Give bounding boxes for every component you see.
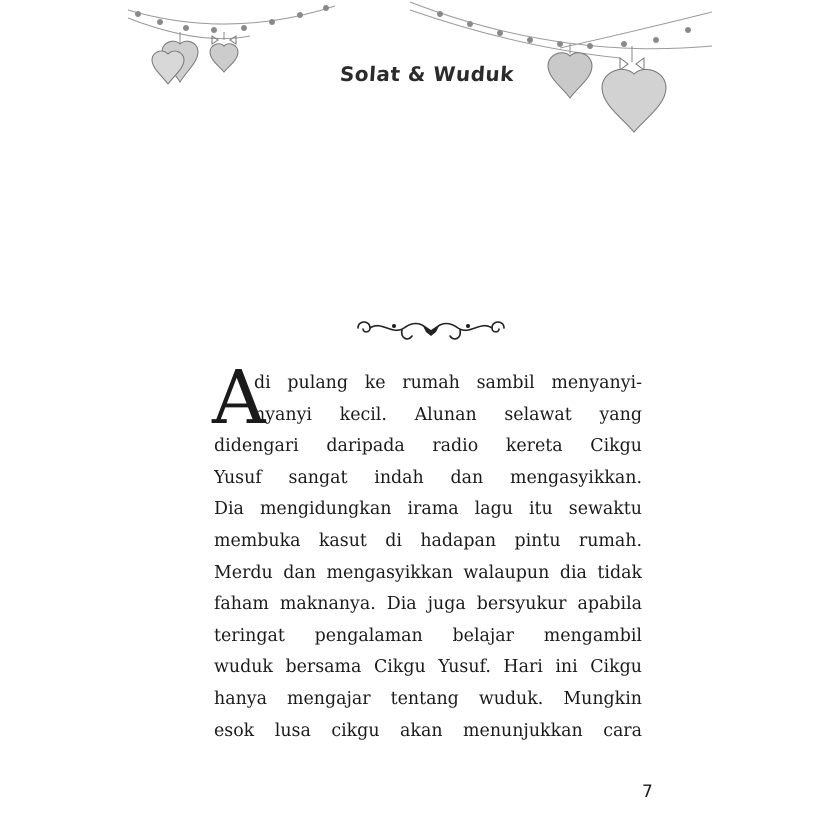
running-title: Solat & Wuduk — [339, 62, 515, 86]
text-line: esok lusa cikgu akan menunjukkan cara — [214, 720, 642, 741]
text-line: teringat pengalaman belajar mengambil — [214, 625, 642, 646]
text-line: Yusuf sangat indah dan mengasyikkan. — [214, 467, 642, 488]
text-line: wuduk bersama Cikgu Yusuf. Hari ini Cikgu — [214, 657, 642, 678]
text-line: membuka kasut di hadapan pintu rumah. — [214, 530, 642, 551]
text-line: hanya mengajar tentang wuduk. Mungkin — [214, 688, 642, 709]
text-line: Dia mengidungkan irama lagu itu sewaktu — [214, 499, 642, 520]
body-paragraph — [214, 368, 642, 747]
page-number: 7 — [642, 782, 653, 802]
text-line: Merdu dan mengasyikkan walaupun dia tidak — [214, 562, 642, 583]
text-line: nyanyi kecil. Alunan selawat yang — [254, 404, 642, 425]
text-line: faham maknanya. Dia juga bersyukur apabila — [214, 594, 642, 615]
text-line: didengari daripada radio kereta Cikgu — [214, 436, 642, 457]
flourish-divider-icon — [352, 310, 510, 346]
text-line: di pulang ke rumah sambil menyanyi- — [254, 373, 642, 393]
drop-cap: A — [212, 355, 266, 441]
